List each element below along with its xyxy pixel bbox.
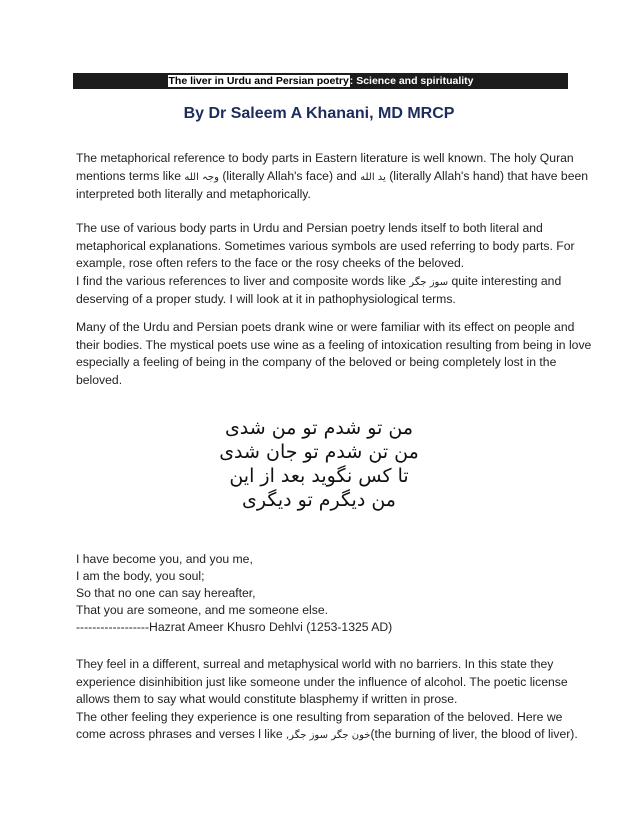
paragraph-line: deserving of a proper study. I will look at it in pathophysiological terms.	[76, 292, 456, 306]
text-fragment: (literally Allah's face) and	[222, 168, 357, 183]
author-byline: By Dr Saleem A Khanani, MD MRCP	[183, 105, 455, 122]
text-fragment: come across phrases and verses l like	[76, 727, 283, 741]
paragraph-line: Many of the Urdu and Persian poets drank wine or were familiar with its effect on people and	[76, 320, 575, 334]
paragraph-line: The metaphorical reference to body parts in Eastern literature is well known. The holy Quran	[76, 151, 574, 165]
paragraph-line: The use of various body parts in Urdu and Persian poetry lends itself to both literal and	[76, 221, 543, 235]
document-title-bar	[73, 73, 568, 89]
translation-line: I have become you, and you me,	[76, 552, 253, 566]
verse-attribution: ------------------Hazrat Ameer Khusro Dehlvi (1253-1325 AD)	[76, 620, 393, 634]
urdu-term: سوز جگر	[409, 276, 449, 288]
paragraph-wine	[76, 319, 592, 389]
urdu-term: سوز جگر,	[286, 730, 328, 741]
paragraph-line: metaphorical explanations. Sometimes various symbols are used referring to body parts. For	[76, 238, 575, 253]
verse-line: من تن شدم تو جان شدی	[219, 441, 419, 463]
verse-line: تا کس نگوید بعد از این	[229, 465, 409, 487]
paragraph-line	[76, 168, 589, 187]
paragraph-line: The other feeling they experience is one resulting from separation of the beloved. Here we	[76, 709, 563, 724]
document-title: The liver in Urdu and Persian poetry	[168, 75, 349, 87]
urdu-term: يد الله	[360, 171, 386, 183]
paragraph-line: interpreted both literally and metaphorically.	[76, 187, 311, 201]
text-fragment: quite interesting and	[451, 273, 562, 288]
urdu-term: وجہ الله	[184, 171, 219, 183]
text-fragment: mentions terms like	[76, 168, 181, 183]
paragraph-line: allows them to say what would constitute blasphemy if written in prose.	[76, 692, 458, 706]
paragraph-line	[76, 273, 576, 292]
paragraph-line: experience disinhibition just like someone under the influence of alcohol. The poetic license	[76, 674, 568, 689]
text-fragment: (literally Allah's hand) that have been	[389, 168, 589, 183]
translation-line: I am the body, you soul;	[76, 569, 205, 583]
translation-line: So that no one can say hereafter,	[76, 586, 256, 600]
verse-line: من تو شدم تو من شدی	[224, 417, 414, 439]
verse-translation	[76, 551, 576, 636]
paragraph-line: their bodies. The mystical poets use wine as a feeling of intoxication resulting from being in love	[76, 337, 592, 352]
paragraph-body-parts	[76, 220, 576, 309]
paragraph-intro	[76, 150, 589, 204]
paragraph-surreal-world	[76, 656, 576, 745]
text-fragment: (the burning of liver, the blood of liver).	[370, 727, 578, 741]
paragraph-line	[76, 726, 576, 745]
text-fragment: I find the various references to liver and composite words like	[76, 273, 406, 288]
paragraph-line: example, rose often refers to the face or the rosy cheeks of the beloved.	[76, 256, 465, 270]
document-subtitle: : Science and spirituality	[349, 75, 474, 87]
persian-verse	[0, 416, 638, 512]
paragraph-line: beloved.	[76, 372, 123, 387]
paragraph-line: They feel in a different, surreal and metaphysical world with no barriers. In this state they	[76, 657, 554, 671]
paragraph-line: especially a feeling of being in the company of the beloved or being completely lost in the	[76, 355, 557, 369]
verse-line: من دیگرم تو دیگری	[242, 489, 396, 511]
translation-line: That you are someone, and me someone else.	[76, 603, 329, 617]
urdu-term: خون جگر	[331, 730, 371, 741]
